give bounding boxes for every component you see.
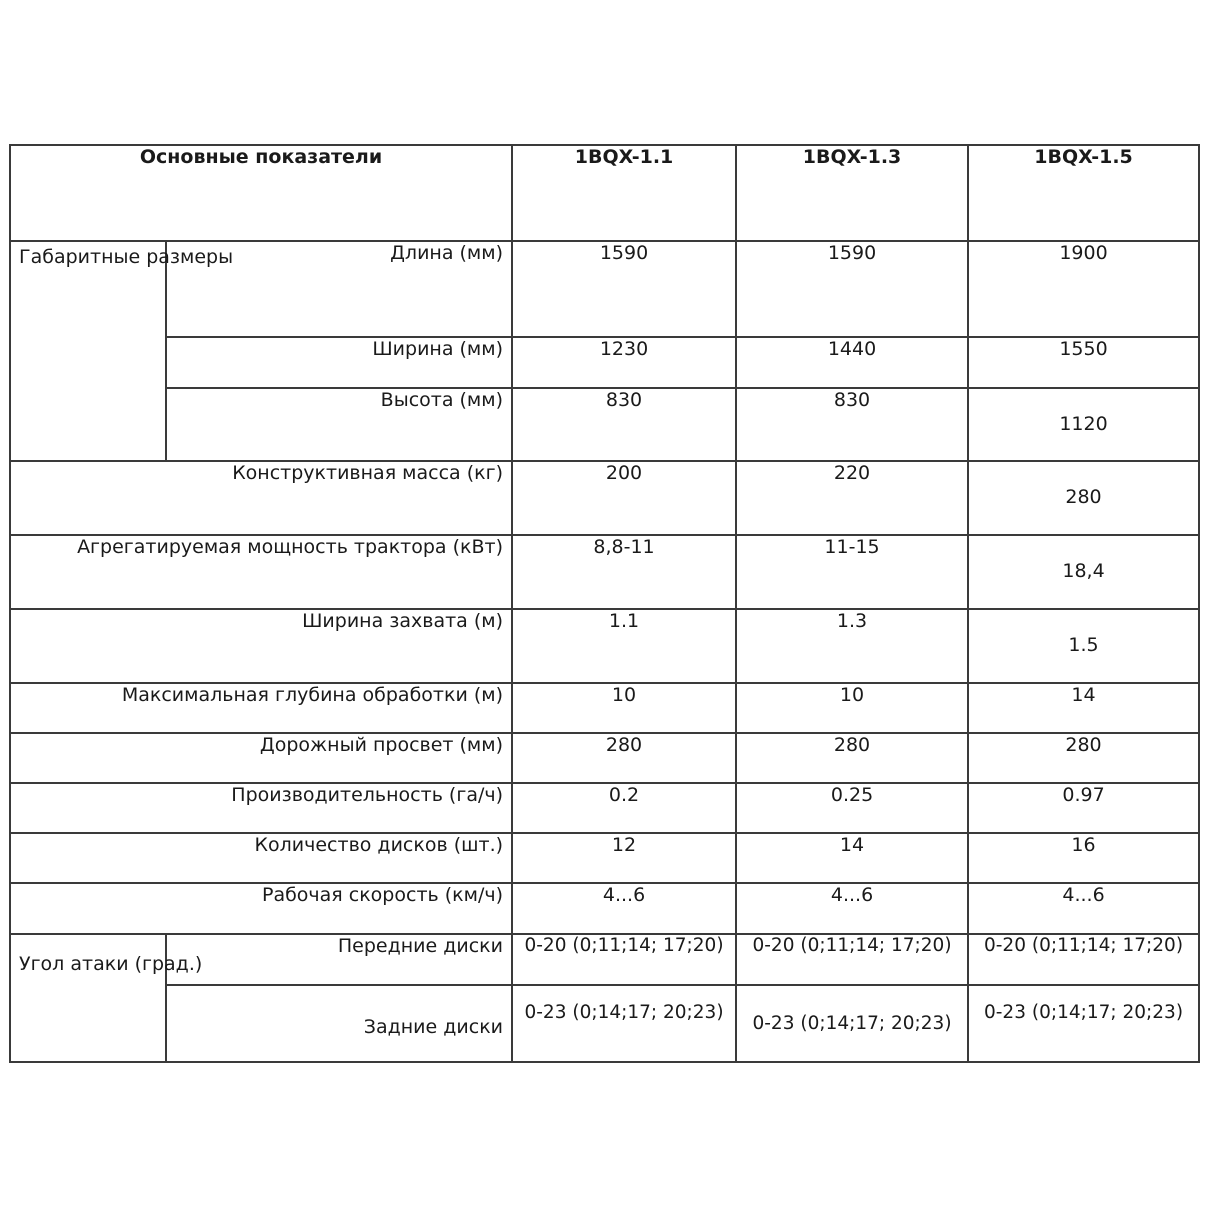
table-row	[10, 241, 1199, 337]
cell-value: 14	[736, 833, 968, 883]
cell-value: 1120	[968, 388, 1199, 461]
cell-value: 1230	[512, 337, 736, 388]
table-row	[10, 934, 1199, 985]
cell-value: 10	[512, 683, 736, 733]
model-header: 1BQX-1.5	[968, 145, 1199, 241]
cell-value: 1.3	[736, 609, 968, 683]
group-attack-angle: Угол атаки (град.)	[10, 934, 166, 1062]
table-row	[10, 833, 1199, 883]
row-label: Конструктивная масса (кг)	[10, 461, 512, 535]
cell-value: 1.1	[512, 609, 736, 683]
cell-value: 8,8-11	[512, 535, 736, 609]
table-row	[10, 337, 1199, 388]
table-row	[10, 683, 1199, 733]
cell-value: 280	[736, 733, 968, 783]
cell-value: 10	[736, 683, 968, 733]
header-row	[10, 145, 1199, 241]
cell-value: 0-23 (0;14;17; 20;23)	[736, 985, 968, 1062]
cell-value: 1.5	[968, 609, 1199, 683]
table-row	[10, 535, 1199, 609]
cell-value: 1590	[736, 241, 968, 337]
cell-value: 12	[512, 833, 736, 883]
row-label: Агрегатируемая мощность трактора (кВт)	[10, 535, 512, 609]
cell-value: 4...6	[968, 883, 1199, 934]
table-row	[10, 388, 1199, 461]
row-label: Максимальная глубина обработки (м)	[10, 683, 512, 733]
row-label: Производительность (га/ч)	[10, 783, 512, 833]
row-label: Ширина (мм)	[166, 337, 512, 388]
cell-value: 0-20 (0;11;14; 17;20)	[512, 934, 736, 985]
cell-value: 4...6	[512, 883, 736, 934]
cell-value: 280	[968, 461, 1199, 535]
cell-value: 0-23 (0;14;17; 20;23)	[968, 985, 1199, 1062]
cell-value: 11-15	[736, 535, 968, 609]
row-label: Передние диски	[166, 934, 512, 985]
row-label: Количество дисков (шт.)	[10, 833, 512, 883]
group-dimensions: Габаритные размеры	[10, 241, 166, 461]
cell-value: 0.97	[968, 783, 1199, 833]
row-label: Длина (мм)	[166, 241, 512, 337]
model-header: 1BQX-1.3	[736, 145, 968, 241]
cell-value: 830	[512, 388, 736, 461]
spec-table	[9, 144, 1200, 1063]
table-row	[10, 733, 1199, 783]
cell-value: 16	[968, 833, 1199, 883]
row-label: Рабочая скорость (км/ч)	[10, 883, 512, 934]
header-label: Основные показатели	[10, 145, 512, 241]
cell-value: 0-23 (0;14;17; 20;23)	[512, 985, 736, 1062]
cell-value: 4...6	[736, 883, 968, 934]
cell-value: 0-20 (0;11;14; 17;20)	[968, 934, 1199, 985]
cell-value: 0.25	[736, 783, 968, 833]
table-row	[10, 985, 1199, 1062]
cell-value: 1440	[736, 337, 968, 388]
cell-value: 14	[968, 683, 1199, 733]
cell-value: 0-20 (0;11;14; 17;20)	[736, 934, 968, 985]
table-row	[10, 883, 1199, 934]
row-label: Задние диски	[166, 985, 512, 1062]
cell-value: 220	[736, 461, 968, 535]
model-header: 1BQX-1.1	[512, 145, 736, 241]
row-label: Ширина захвата (м)	[10, 609, 512, 683]
cell-value: 280	[968, 733, 1199, 783]
cell-value: 280	[512, 733, 736, 783]
cell-value: 0.2	[512, 783, 736, 833]
table-row	[10, 783, 1199, 833]
cell-value: 1590	[512, 241, 736, 337]
cell-value: 830	[736, 388, 968, 461]
row-label: Дорожный просвет (мм)	[10, 733, 512, 783]
table-row	[10, 609, 1199, 683]
cell-value: 18,4	[968, 535, 1199, 609]
cell-value: 1900	[968, 241, 1199, 337]
table-row	[10, 461, 1199, 535]
cell-value: 1550	[968, 337, 1199, 388]
row-label: Высота (мм)	[166, 388, 512, 461]
cell-value: 200	[512, 461, 736, 535]
